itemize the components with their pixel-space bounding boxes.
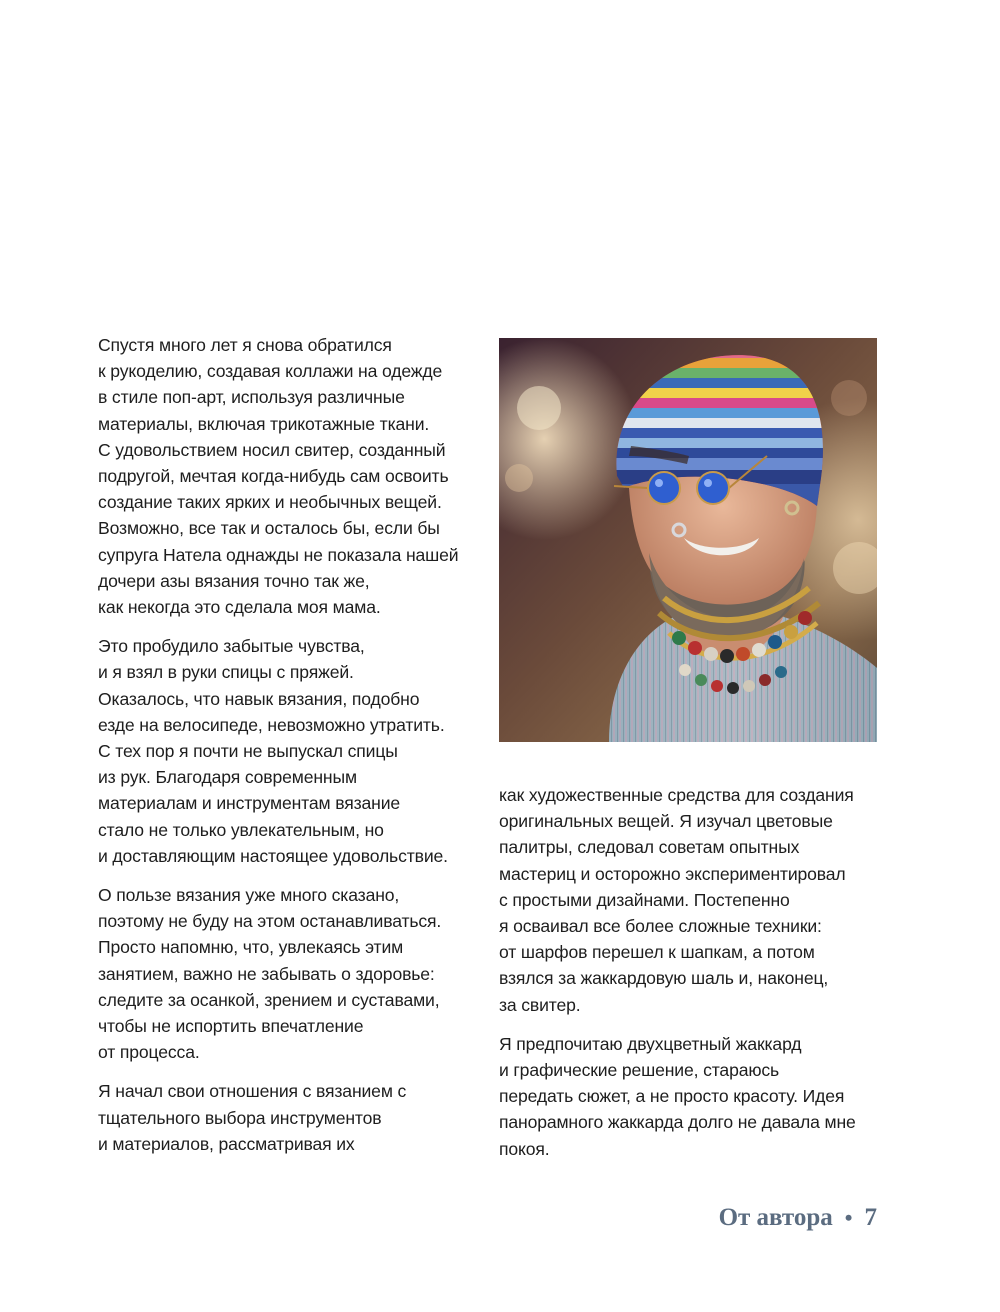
text-line: как художественные средства для создания	[499, 785, 854, 805]
text-line: передать сюжет, а не просто красоту. Идея	[499, 1086, 845, 1107]
footer-bullet: •	[844, 1205, 853, 1230]
text-line: материалы, включая трикотажные ткани.	[98, 413, 430, 434]
text-line: материалам и инструментам вязание	[98, 793, 401, 814]
text-line: в стиле поп-арт, используя различные	[98, 387, 405, 408]
text-line: как некогда это сделала моя мама.	[98, 597, 381, 618]
text-line: Я начал свои отношения с вязанием с	[98, 1081, 407, 1102]
text-line: поэтому не буду на этом останавливаться.	[98, 911, 442, 932]
text-line: из рук. Благодаря современным	[98, 767, 357, 788]
text-line: и графические решение, стараюсь	[499, 1060, 780, 1081]
text-line: создание таких ярких и необычных вещей.	[98, 492, 442, 513]
text-line: Это пробудило забытые чувства,	[98, 636, 365, 657]
page-footer	[719, 1200, 877, 1236]
footer-section-title: От автора	[718, 1204, 833, 1231]
text-line: панорамного жаккарда долго не давала мне	[499, 1112, 856, 1133]
text-line: чтобы не испортить впечатление	[98, 1016, 364, 1037]
text-line: подругой, мечтая когда-нибудь сам освоить	[98, 466, 449, 487]
text-line: к рукоделию, создавая коллажи на одежде	[98, 361, 443, 382]
text-line: и материалов, рассматривая их	[98, 1133, 355, 1154]
text-line: Спустя много лет я снова обратился	[98, 335, 392, 355]
text-line: супруга Натела однажды не показала нашей	[98, 544, 459, 565]
author-portrait-photo-icon	[499, 338, 877, 742]
text-line: за свитер.	[499, 994, 581, 1015]
text-line: занятием, важно не забывать о здоровье:	[98, 963, 435, 984]
text-line: О пользе вязания уже много сказано,	[98, 885, 400, 906]
paragraph	[98, 882, 488, 1065]
text-line: и доставляющим настоящее удовольствие.	[98, 845, 448, 866]
text-line: стало не только увлекательным, но	[98, 819, 384, 840]
text-line: Возможно, все так и осталось бы, если бы	[98, 518, 440, 539]
text-line: и я взял в руки спицы с пряжей.	[98, 662, 354, 683]
text-line: оригинальных вещей. Я изучал цветовые	[499, 811, 833, 832]
paragraph	[499, 782, 889, 1018]
page-number: 7	[864, 1204, 877, 1231]
paragraph	[98, 1078, 488, 1157]
text-line: Просто напомню, что, увлекаясь этим	[98, 937, 404, 958]
paragraph	[499, 1031, 889, 1162]
text-line: с простыми дизайнами. Постепенно	[499, 889, 790, 910]
text-line: палитры, следовал советам опытных	[499, 837, 800, 858]
text-line: дочери азы вязания точно так же,	[98, 570, 370, 591]
text-line: Я предпочитаю двухцветный жаккард	[499, 1033, 802, 1054]
text-column-right	[499, 782, 889, 1175]
text-line: езде на велосипеде, невозможно утратить.	[98, 714, 445, 735]
text-column-left	[98, 332, 488, 1170]
text-line: С удовольствием носил свитер, созданный	[98, 439, 446, 460]
text-line: взялся за жаккардовую шаль и, наконец,	[499, 968, 829, 989]
text-line: покоя.	[499, 1138, 550, 1159]
paragraph	[98, 633, 488, 869]
text-line: Оказалось, что навык вязания, подобно	[98, 688, 420, 709]
author-photo	[499, 338, 877, 742]
text-line: С тех пор я почти не выпускал спицы	[98, 741, 398, 762]
text-line: мастериц и осторожно экспериментировал	[499, 863, 846, 884]
text-line: тщательного выбора инструментов	[98, 1107, 382, 1128]
text-line: от шарфов перешел к шапкам, а потом	[499, 942, 815, 963]
text-line: следите за осанкой, зрением и суставами,	[98, 989, 440, 1010]
text-line: от процесса.	[98, 1042, 200, 1063]
paragraph	[98, 332, 488, 620]
text-line: я осваивал все более сложные техники:	[499, 916, 822, 937]
